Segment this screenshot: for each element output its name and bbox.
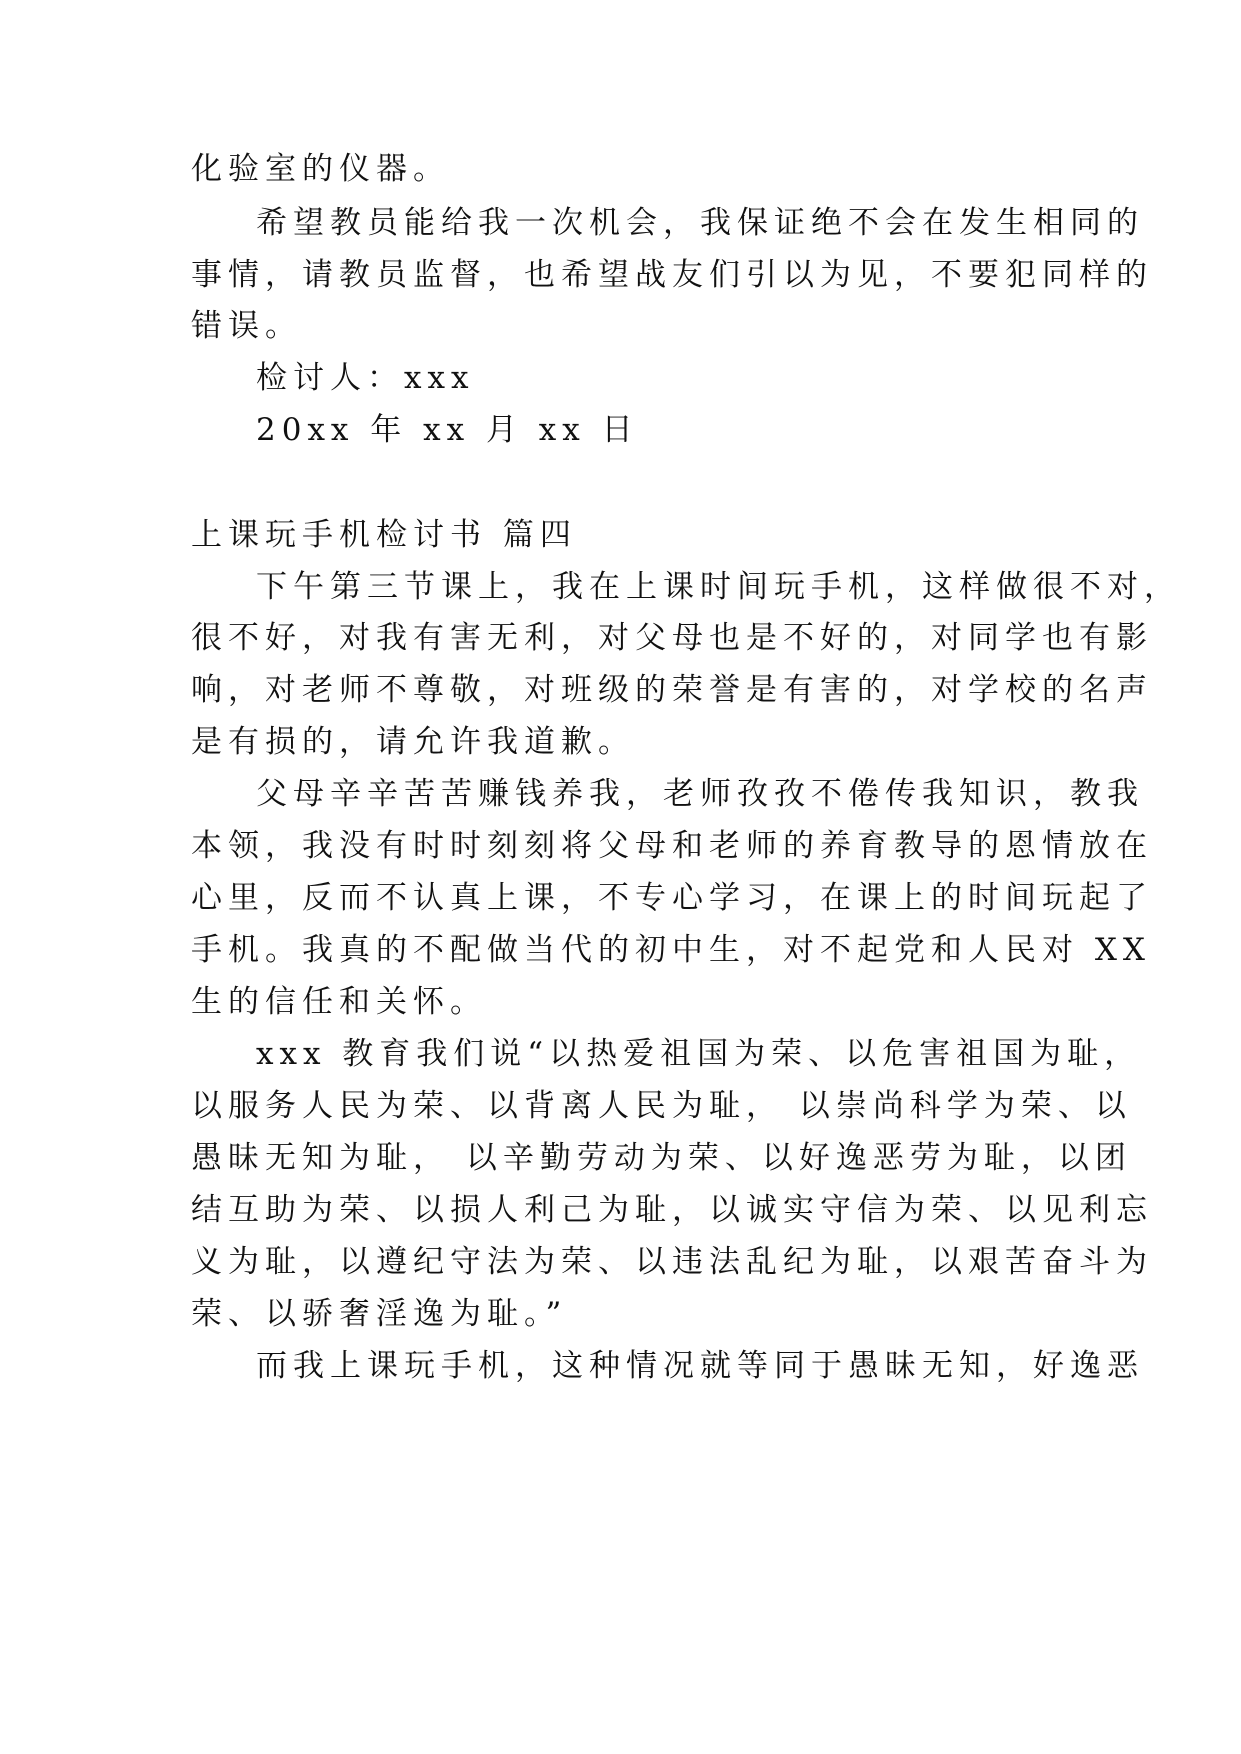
text-line: 错误。	[191, 308, 302, 344]
text-line: 事情，请教员监督，也希望战友们引以为见，不要犯同样的	[191, 257, 1153, 293]
text-line: 下午第三节课上，我在上课时间玩手机，这样做很不对，	[256, 569, 1181, 605]
text-line: 手机。我真的不配做当代的初中生，对不起党和人民对 XX	[191, 932, 1151, 968]
signature-author: 检讨人：xxx	[256, 360, 475, 396]
text-line: 荣、以骄奢淫逸为耻。”	[191, 1296, 568, 1332]
text-line: 是有损的，请允许我道歉。	[191, 724, 635, 760]
text-line: 愚昧无知为耻， 以辛勤劳动为荣、以好逸恶劳为耻，以团	[191, 1140, 1132, 1176]
text-line: 心里，反而不认真上课，不专心学习，在课上的时间玩起了	[191, 880, 1153, 916]
text-line: 结互助为荣、以损人利己为耻，以诚实守信为荣、以见利忘	[191, 1192, 1153, 1228]
text-line: 义为耻，以遵纪守法为荣、以违法乱纪为耻，以艰苦奋斗为	[191, 1244, 1153, 1280]
text-line: 本领，我没有时时刻刻将父母和老师的养育教导的恩情放在	[191, 828, 1153, 864]
section-title: 上课玩手机检讨书 篇四	[191, 517, 577, 553]
text-line: 以服务人民为荣、以背离人民为耻， 以崇尚科学为荣、以	[191, 1088, 1132, 1124]
text-line: 希望教员能给我一次机会，我保证绝不会在发生相同的	[256, 205, 1144, 241]
text-line: 父母辛辛苦苦赚钱养我，老师孜孜不倦传我知识，教我	[256, 776, 1144, 812]
text-line: 很不好，对我有害无利，对父母也是不好的，对同学也有影	[191, 620, 1153, 656]
text-line: 响，对老师不尊敬，对班级的荣誉是有害的，对学校的名声	[191, 672, 1153, 708]
text-line: xxx 教育我们说“以热爱祖国为荣、以危害祖国为耻，	[256, 1036, 1142, 1072]
text-line: 化验室的仪器。	[191, 151, 450, 187]
signature-date: 20xx 年 xx 月 xx 日	[256, 412, 639, 448]
text-line: 生的信任和关怀。	[191, 984, 487, 1020]
text-line: 而我上课玩手机，这种情况就等同于愚昧无知，好逸恶	[256, 1348, 1144, 1384]
